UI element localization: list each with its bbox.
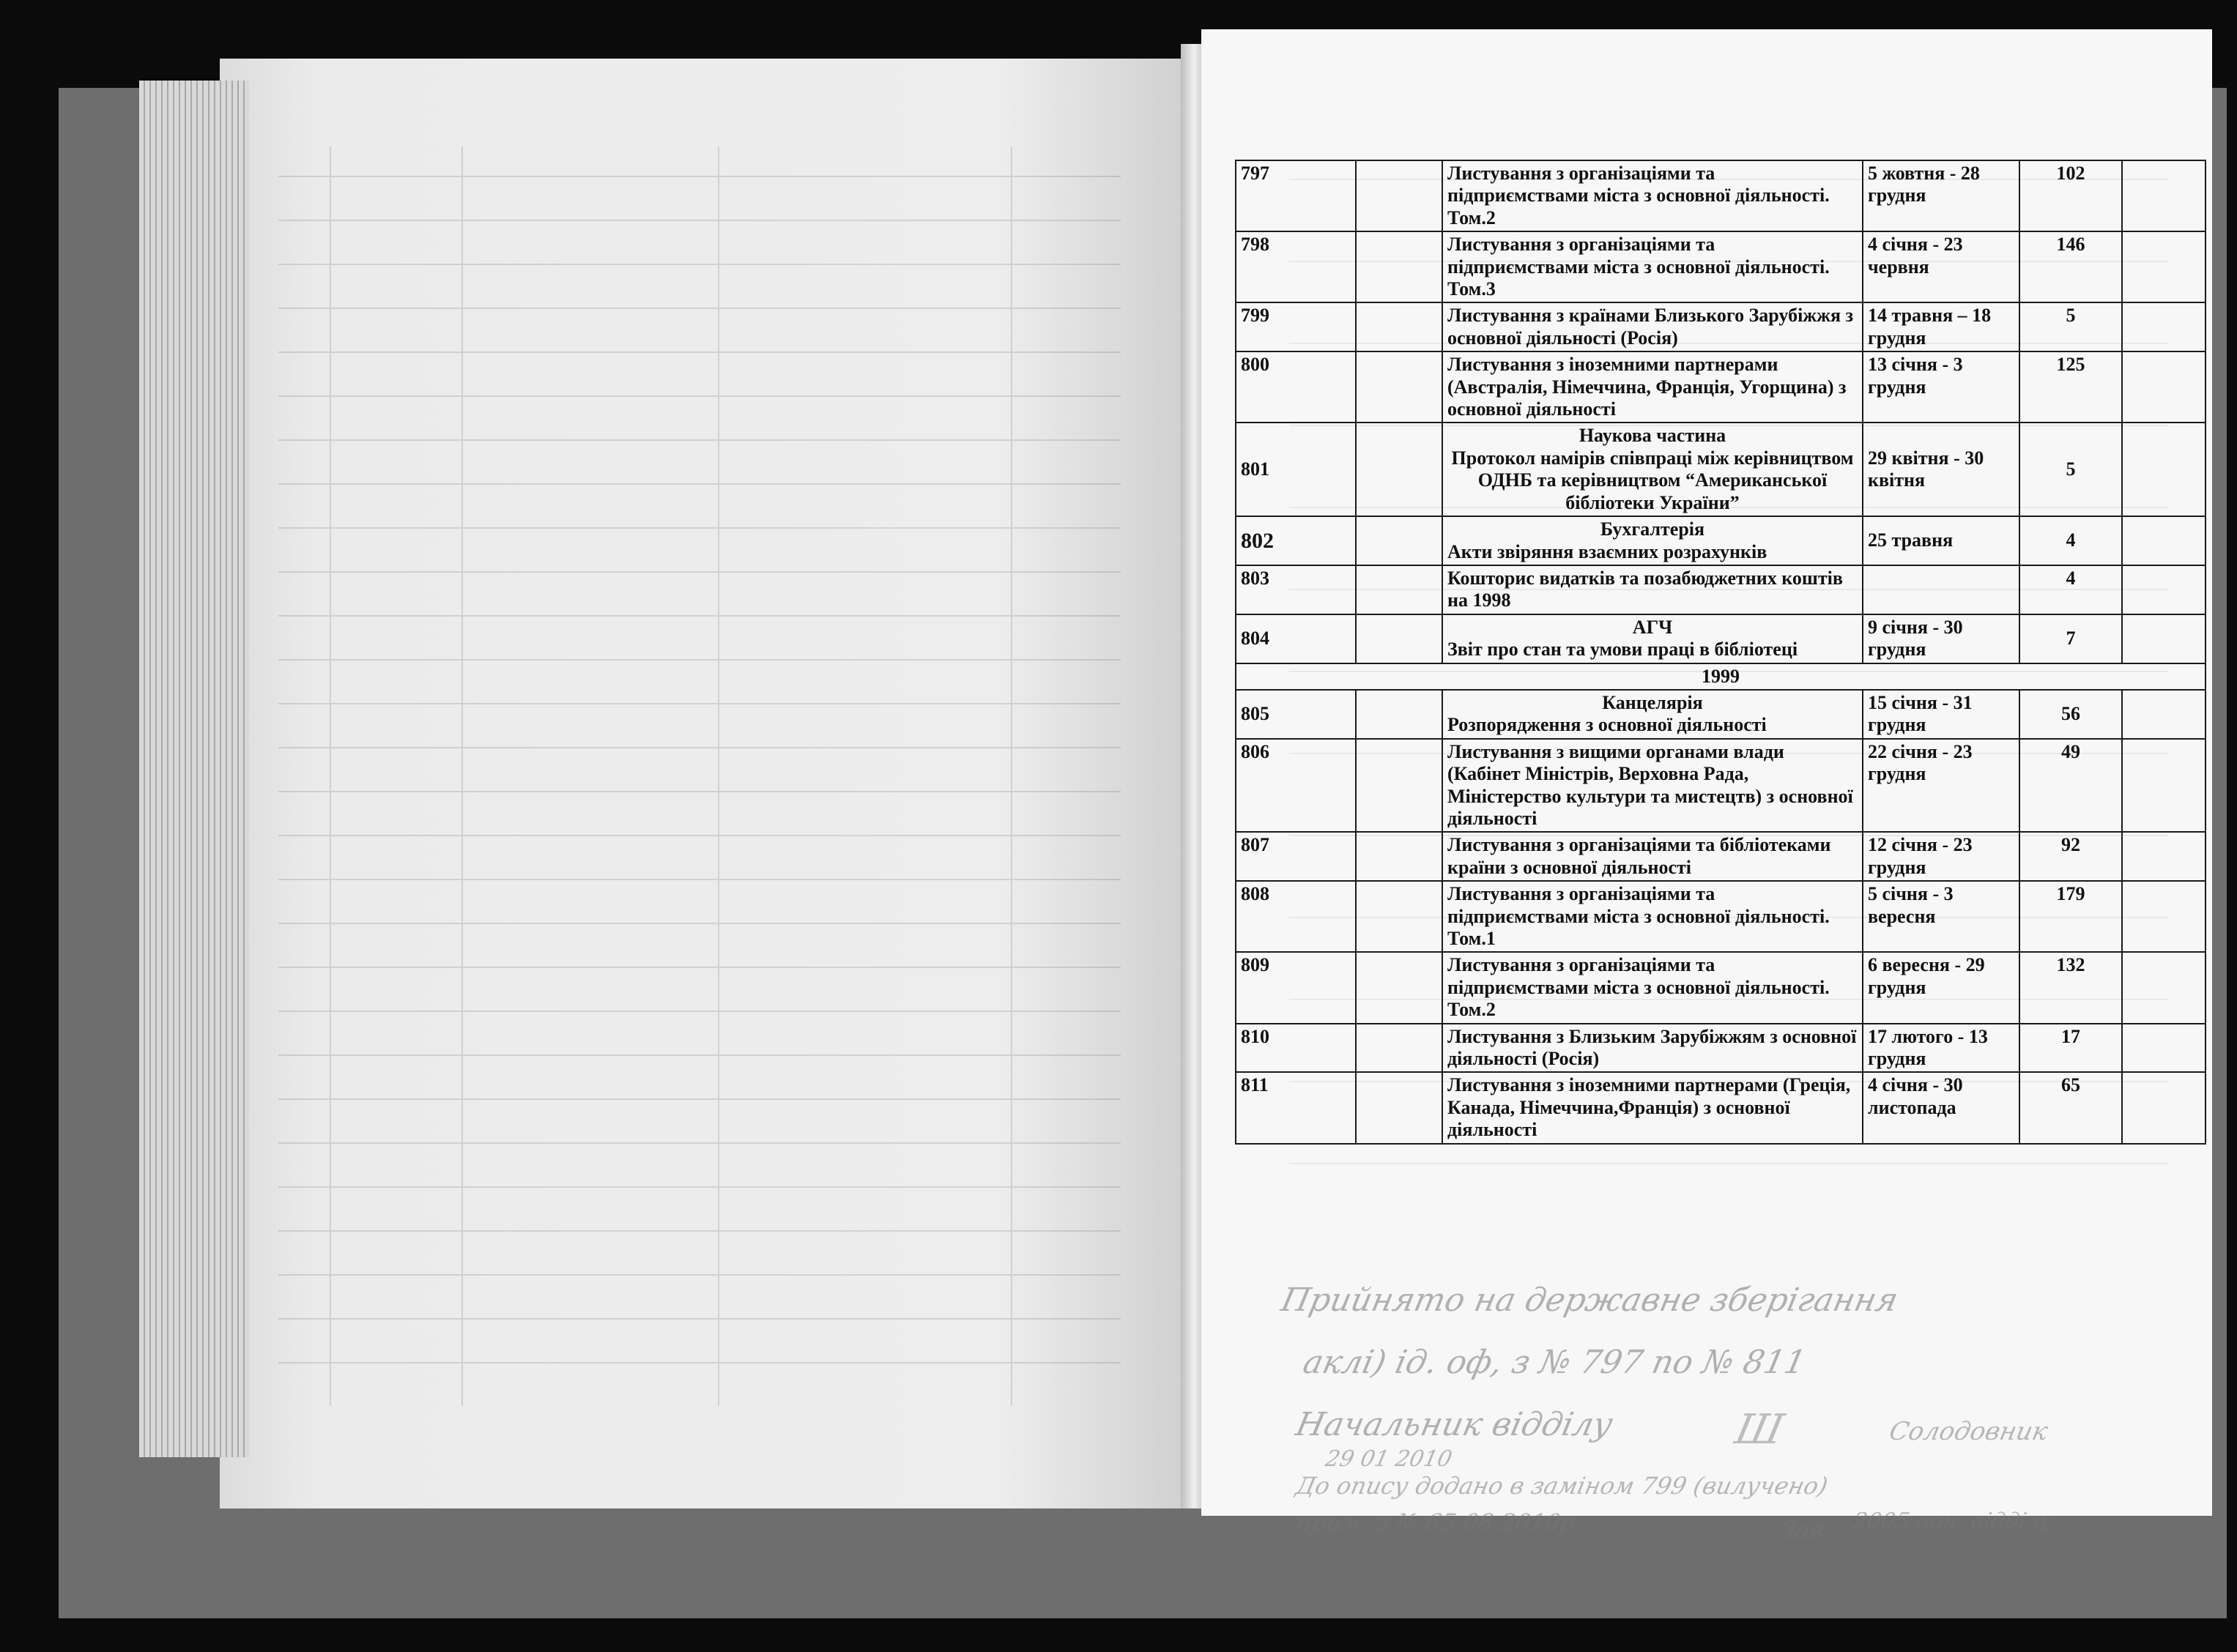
table-row [1236,881,2206,952]
item-sheet-count: 132 [2019,952,2122,1023]
item-title [1442,614,1863,663]
item-title [1442,565,1863,614]
item-title-text: Листування з організаціями та підприємствами міста з основної діяльності. Том.2 [1447,163,1830,228]
handwritten-note-line-1: Прийнято на державне зберігання [1277,1281,1902,1319]
handwritten-note-line-6: прим. з № 65.08.2010р. [1293,1508,1586,1536]
item-sheet-count: 4 [2019,516,2122,565]
item-title-text: Листування з організаціями та підприємствами міста з основної діяльності. Том.2 [1447,954,1830,1021]
item-sheet-count: 102 [2019,160,2122,231]
item-dates: 4 січня - 30 листопада [1863,1072,2019,1143]
notes-cell [2122,231,2206,302]
item-sheet-count: 65 [2019,1072,2122,1143]
item-number: 800 [1236,351,1356,423]
bleed-through-table [278,146,1121,1406]
item-title [1442,160,1863,231]
table-row [1236,614,2206,663]
item-title [1442,690,1863,739]
item-title [1442,739,1863,833]
item-dates [1863,565,2019,614]
item-title [1442,832,1863,881]
handwritten-date: 29 01 2010 [1323,1446,1455,1472]
table-row [1236,160,2206,231]
empty-cell [1356,231,1442,302]
section-heading: Бухгалтерія [1600,518,1705,540]
item-dates: 17 лютого - 13 грудня [1863,1024,2019,1073]
item-title [1442,351,1863,423]
item-title-text: Звіт про стан та умови праці в бібліотеці [1447,639,1798,661]
item-title [1442,516,1863,565]
year-row [1236,663,2206,690]
empty-cell [1356,351,1442,423]
notes-cell [2122,565,2206,614]
item-title [1442,881,1863,952]
handwritten-note-line-2: аклі) ід. оф, з № 797 по № 811 [1299,1344,1809,1381]
item-number: 802 [1236,516,1356,565]
notes-cell [2122,351,2206,423]
empty-cell [1356,1024,1442,1073]
item-sheet-count: 5 [2019,423,2122,516]
item-title [1442,423,1863,516]
table-row [1236,1072,2206,1143]
item-number: 797 [1236,160,1356,231]
section-heading: Канцелярія [1602,691,1703,713]
item-sheet-count: 17 [2019,1024,2122,1073]
item-title-text: Листування з вищими органами влади (Кабінет Міністрів, Верховна Рада, Міністерство культури та мистецтв) з основної діяльності [1447,740,1853,829]
item-dates: 6 вересня - 29 грудня [1863,952,2019,1023]
item-title-text: Листування з країнами Близького Зарубіжжя з основної діяльності (Росія) [1447,305,1854,349]
item-sheet-count: 92 [2019,832,2122,881]
item-title-text: Листування з організаціями та підприємствами міста з основної діяльності. Том.3 [1447,234,1830,300]
item-sheet-count: 49 [2019,739,2122,833]
section-heading: АГЧ [1632,616,1673,638]
notes-cell [2122,832,2206,881]
item-dates: 29 квітня - 30 квітня [1863,423,2019,516]
notes-cell [2122,160,2206,231]
notes-cell [2122,881,2206,952]
item-dates: 15 січня - 31 грудня [1863,690,2019,739]
item-title-text: Листування з іноземними партнерами (Австралія, Німеччина, Франція, Угорщина) з основної діяльності [1447,354,1847,420]
table-row [1236,302,2206,351]
notes-cell [2122,302,2206,351]
handwritten-note-line-3: Начальник відділу [1292,1406,1617,1443]
signature-1: Ш [1731,1406,1788,1454]
item-number: 811 [1236,1072,1356,1143]
section-heading: Наукова частина [1578,425,1726,447]
handwritten-note-line-5: До опису додано в заміном 799 (вилучено) [1293,1472,1830,1500]
table-row [1236,565,2206,614]
empty-cell [1356,614,1442,663]
item-dates: 25 травня [1863,516,2019,565]
item-sheet-count: 146 [2019,231,2122,302]
item-dates: 13 січня - 3 грудня [1863,351,2019,423]
inventory-table [1235,160,2206,1145]
item-title [1442,231,1863,302]
handwritten-note-line-7: 2005 нач. відділу [1850,1508,2056,1534]
year-heading: 1999 [1236,663,2206,690]
item-sheet-count: 4 [2019,565,2122,614]
table-row [1236,231,2206,302]
item-sheet-count: 179 [2019,881,2122,952]
notes-cell [2122,952,2206,1023]
item-number: 799 [1236,302,1356,351]
notes-cell [2122,690,2206,739]
signature-name: Солодовник [1886,1417,2051,1446]
item-sheet-count: 7 [2019,614,2122,663]
item-title-text: Акти звіряння взаємних розрахунків [1447,540,1767,562]
empty-cell [1356,302,1442,351]
table-row [1236,952,2206,1023]
page-edges [139,81,249,1457]
empty-cell [1356,832,1442,881]
signature-2: Зав [1776,1516,1828,1545]
table-row [1236,423,2206,516]
table-row [1236,1024,2206,1073]
item-dates: 14 травня – 18 грудня [1863,302,2019,351]
notes-cell [2122,614,2206,663]
item-dates: 22 січня - 23 грудня [1863,739,2019,833]
notes-cell [2122,739,2206,833]
item-number: 808 [1236,881,1356,952]
empty-cell [1356,952,1442,1023]
item-dates: 5 жовтня - 28 грудня [1863,160,2019,231]
item-dates: 12 січня - 23 грудня [1863,832,2019,881]
item-number: 804 [1236,614,1356,663]
item-sheet-count: 56 [2019,690,2122,739]
item-number: 810 [1236,1024,1356,1073]
item-title-text: Листування з організаціями та бібліотеками країни з основної діяльності [1447,834,1831,878]
empty-cell [1356,1072,1442,1143]
empty-cell [1356,690,1442,739]
table-row [1236,690,2206,739]
item-number: 807 [1236,832,1356,881]
item-title [1442,1072,1863,1143]
item-number: 805 [1236,690,1356,739]
item-number: 798 [1236,231,1356,302]
notes-cell [2122,516,2206,565]
notes-cell [2122,1072,2206,1143]
table-row [1236,832,2206,881]
item-number: 803 [1236,565,1356,614]
item-dates: 9 січня - 30 грудня [1863,614,2019,663]
empty-cell [1356,516,1442,565]
item-title-text: Розпорядження з основної діяльності [1447,714,1767,736]
item-title-text: Протокол намірів співпраці між керівництвом ОДНБ та керівництвом “Американської бібліотеки України” [1451,447,1854,513]
item-sheet-count: 125 [2019,351,2122,423]
empty-cell [1356,565,1442,614]
item-title [1442,302,1863,351]
empty-cell [1356,160,1442,231]
item-title [1442,1024,1863,1073]
item-title-text: Листування з Близьким Зарубіжжям з основної діяльності (Росія) [1447,1025,1857,1070]
empty-cell [1356,739,1442,833]
item-dates: 5 січня - 3 вересня [1863,881,2019,952]
item-dates: 4 січня - 23 червня [1863,231,2019,302]
empty-cell [1356,881,1442,952]
item-sheet-count: 5 [2019,302,2122,351]
item-number: 809 [1236,952,1356,1023]
notes-cell [2122,423,2206,516]
item-title-text: Листування з організаціями та підприємствами міста з основної діяльності. Том.1 [1447,883,1830,949]
table-row [1236,739,2206,833]
item-title-text: Листування з іноземними партнерами (Греція, Канада, Німеччина,Франція) з основної діяльності [1447,1074,1851,1141]
item-title [1442,952,1863,1023]
item-number: 806 [1236,739,1356,833]
table-row [1236,351,2206,423]
empty-cell [1356,423,1442,516]
item-title-text: Кошторис видатків та позабюджетних коштів на 1998 [1447,567,1843,611]
table-row [1236,516,2206,565]
inventory-table-body [1236,160,2206,1144]
notes-cell [2122,1024,2206,1073]
item-number: 801 [1236,423,1356,516]
